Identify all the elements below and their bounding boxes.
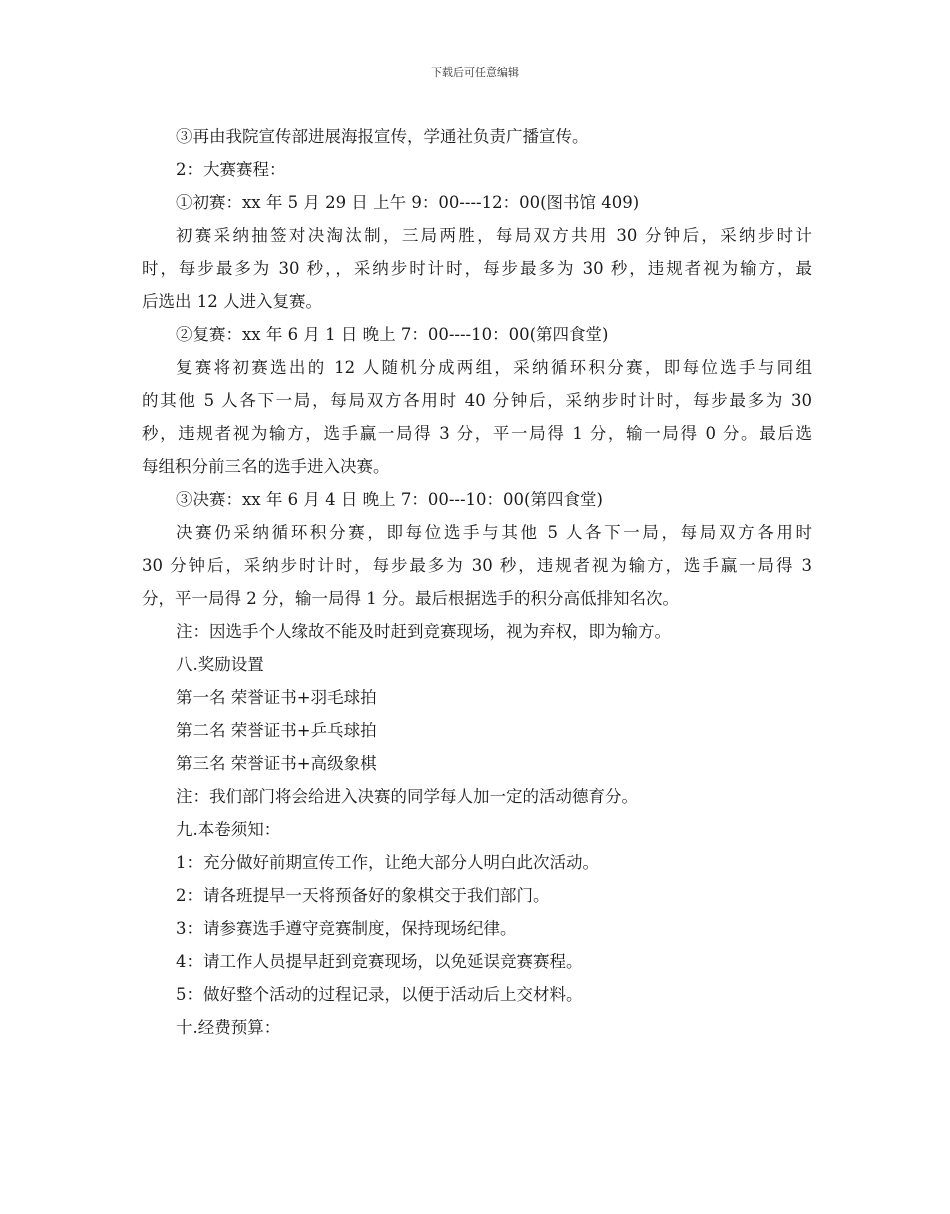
text-line: ③再由我院宣传部进展海报宣传，学通社负责广播宣传。 [176,127,589,146]
text-line: 的其他 5 人各下一局，每局双方各用时 40 分钟后，采纳步时计时，每步最多为 30 [142,391,812,410]
text-line: 秒，违规者视为输方，选手赢一局得 3 分，平一局得 1 分，输一局得 0 分。最后选 [142,424,812,443]
text-line: 分，平一局得 2 分，输一局得 1 分。最后根据选手的积分高低排知名次。 [142,589,679,608]
text-line: 注：因选手个人缘故不能及时赶到竞赛现场，视为弃权，即为输方。 [176,622,671,641]
text-line: 后选出 12 人进入复赛。 [142,292,322,311]
text-line: 注：我们部门将会给进入决赛的同学每人加一定的活动德育分。 [176,787,638,806]
text-line: 九.本卷须知： [176,820,281,839]
text-line: ①初赛：xx 年 5 月 29 日 上午 9：00----12：00(图书馆 409) [176,193,640,212]
text-line: 2：大赛赛程： [176,160,286,179]
text-line: 3：请参赛选手遵守竞赛制度，保持现场纪律。 [176,919,517,938]
text-line: 第二名 荣誉证书+乒乓球拍 [176,721,377,740]
text-line: 5：做好整个活动的过程记录，以便于活动后上交材料。 [176,985,583,1004]
document-body [142,120,812,1044]
text-line: 八.奖励设置 [176,655,264,674]
text-line: 每组积分前三名的选手进入决赛。 [142,457,390,476]
text-line: ②复赛：xx 年 6 月 1 日 晚上 7：00----10：00(第四食堂) [176,325,609,344]
text-line: 2：请各班提早一天将预备好的象棋交于我们部门。 [176,886,550,905]
page-header: 下载后可任意编辑 [431,66,519,79]
text-line: 决赛仍采纳循环积分赛，即每位选手与其他 5 人各下一局，每局双方各用时 [176,523,812,542]
text-line: 初赛采纳抽签对决淘汰制，三局两胜，每局双方共用 30 分钟后，采纳步时计 [176,226,812,245]
text-line: 十.经费预算： [176,1018,281,1037]
text-line: 4：请工作人员提早赶到竞赛现场，以免延误竞赛赛程。 [176,952,583,971]
text-line: 第三名 荣誉证书+高级象棋 [176,754,377,773]
text-line: 30 分钟后，采纳步时计时，每步最多为 30 秒，违规者视为输方，选手赢一局得 3 [142,556,812,575]
text-line: 第一名 荣誉证书+羽毛球拍 [176,688,377,707]
text-line: 时，每步最多为 30 秒，，采纳步时计时，每步最多为 30 秒，违规者视为输方，最 [142,259,812,278]
text-line: ③决赛：xx 年 6 月 4 日 晚上 7：00---10：00(第四食堂) [176,490,603,509]
text-line: 1：充分做好前期宣传工作，让绝大部分人明白此次活动。 [176,853,599,872]
text-line: 复赛将初赛选出的 12 人随机分成两组，采纳循环积分赛，即每位选手与同组 [176,358,812,377]
